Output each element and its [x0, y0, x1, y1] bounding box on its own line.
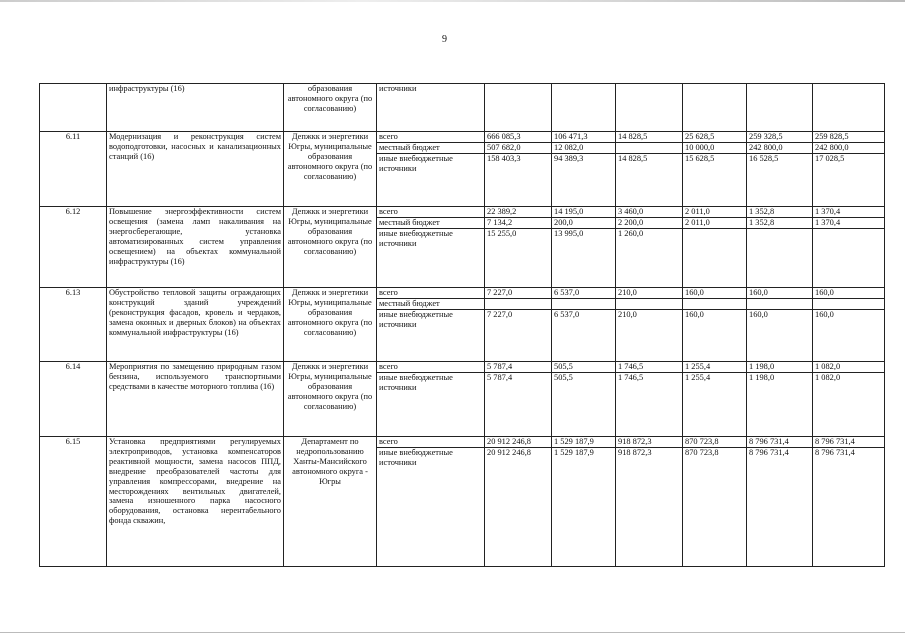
amount-value: 918 872,3: [616, 437, 682, 448]
amount-value: 6 537,0: [552, 288, 615, 299]
amount-cell: [552, 207, 616, 288]
amount-cell: [683, 207, 747, 288]
amount-value: 870 723,8: [683, 437, 746, 448]
row-number: 6.15: [40, 437, 107, 567]
responsible-party: Департамент по недропользованию Ханты-Мансийского автономного округа - Югры: [284, 437, 377, 567]
amount-cell: [813, 132, 885, 207]
amount-value: 1 746,5: [616, 362, 682, 373]
amount-value: 2 200,0: [616, 218, 682, 229]
measure-name: Установка предприятиями регулируемых электроприводов, установка компенсаторов реактивной мощности, замена насосов ППД, внедрение преобразователей частоты для управления компрессорами, внедрение на месторождениях вентильных двигателей, замена изношенного парка насосного оборудования, остановка нерентабельного фонда скважин,: [107, 437, 284, 567]
amount-value: 210,0: [616, 288, 682, 299]
amount-value: 20 912 246,8: [487, 447, 531, 457]
table-row: [40, 288, 885, 362]
amount-value: 7 134,2: [485, 218, 551, 229]
budget-table: [39, 83, 885, 567]
amount-value: 5 787,4: [487, 372, 513, 382]
amount-value: [683, 299, 746, 310]
funding-sources: [377, 437, 485, 567]
row-number: 6.14: [40, 362, 107, 437]
funding-source-label: иные внебюджетные источники: [379, 228, 453, 248]
funding-source-label: всего: [377, 288, 484, 299]
amount-value: [813, 299, 884, 310]
amount-value: 160,0: [813, 288, 884, 299]
amount-value: 1 082,0: [815, 372, 841, 382]
amount-value: [747, 229, 812, 239]
amount-value: 8 796 731,4: [813, 437, 884, 448]
amount-value: 160,0: [815, 309, 834, 319]
funding-source-label: местный бюджет: [377, 218, 484, 229]
amount-cell: [485, 84, 552, 132]
amount-value: 106 471,3: [552, 132, 615, 143]
amount-cell: [552, 132, 616, 207]
amount-value: 8 796 731,4: [815, 447, 855, 457]
amount-cell: [552, 437, 616, 567]
amount-value: 15 628,5: [685, 153, 715, 163]
amount-value: 918 872,3: [618, 447, 652, 457]
amount-value: 666 085,3: [485, 132, 551, 143]
funding-sources: [377, 84, 485, 132]
table-body: [40, 84, 885, 567]
amount-value: [616, 299, 682, 310]
funding-source-label: всего: [377, 207, 484, 218]
amount-value: 14 195,0: [552, 207, 615, 218]
funding-source-label: иные внебюджетные источники: [379, 372, 453, 392]
amount-cell: [552, 288, 616, 362]
amount-cell: [616, 288, 683, 362]
amount-cell: [813, 207, 885, 288]
amount-value: 1 198,0: [749, 372, 775, 382]
amount-cell: [747, 288, 813, 362]
amount-value: 1 529 187,9: [554, 447, 594, 457]
row-number: 6.11: [40, 132, 107, 207]
responsible-party: Депжкк и энергетики Югры, муниципальные образования автономного округа (по согласованию): [284, 362, 377, 437]
amount-value: 210,0: [618, 309, 637, 319]
funding-source-label: местный бюджет: [377, 143, 484, 154]
amount-value: 8 796 731,4: [747, 437, 812, 448]
amount-value: 7 227,0: [485, 288, 551, 299]
amount-value: 505,5: [552, 362, 615, 373]
amount-cell: [683, 84, 747, 132]
amount-value: 14 828,5: [618, 153, 648, 163]
amount-cell: [747, 437, 813, 567]
amount-value: 1 352,8: [747, 207, 812, 218]
page-number: 9: [442, 34, 447, 45]
amount-cell: [747, 207, 813, 288]
row-number: 6.12: [40, 207, 107, 288]
amount-cell: [683, 132, 747, 207]
amount-value: [813, 229, 884, 239]
amount-value: [747, 299, 812, 310]
amount-value: 25 628,5: [683, 132, 746, 143]
amount-value: 3 460,0: [616, 207, 682, 218]
amount-value: 1 370,4: [813, 207, 884, 218]
amount-value: 160,0: [747, 288, 812, 299]
amount-cell: [485, 288, 552, 362]
amount-cell: [813, 362, 885, 437]
amount-value: 160,0: [683, 288, 746, 299]
amount-value: 94 389,3: [554, 153, 584, 163]
amount-cell: [485, 207, 552, 288]
amount-cell: [616, 132, 683, 207]
funding-source-label: иные внебюджетные источники: [379, 447, 453, 467]
amount-value: 1 746,5: [618, 372, 644, 382]
amount-value: 259 828,5: [813, 132, 884, 143]
amount-value: 200,0: [552, 218, 615, 229]
funding-source-label: всего: [377, 132, 484, 143]
amount-value: 158 403,3: [487, 153, 521, 163]
amount-value: 5 787,4: [485, 362, 551, 373]
measure-name: Обустройство тепловой защиты ограждающих конструкций зданий учреждений (реконструкция фасадов, кровель и чердаков, замена оконных и дверных блоков) на объектах коммунальной инфраструктуры (16): [107, 288, 284, 362]
amount-value: 8 796 731,4: [749, 447, 789, 457]
amount-cell: [683, 362, 747, 437]
funding-source-label: иные внебюджетные источники: [379, 153, 453, 173]
amount-value: 14 828,5: [616, 132, 682, 143]
amount-value: 870 723,8: [685, 447, 719, 457]
amount-value: 1 529 187,9: [552, 437, 615, 448]
funding-source-label: местный бюджет: [377, 299, 484, 310]
amount-value: [616, 143, 682, 154]
amount-value: 10 000,0: [683, 143, 746, 154]
responsible-party: Депжкк и энергетики Югры, муниципальные образования автономного округа (по согласованию): [284, 207, 377, 288]
amount-cell: [485, 437, 552, 567]
amount-value: 1 260,0: [618, 228, 644, 238]
measure-name: Мероприятия по замещению природным газом бензина, используемого транспортными средствами в качестве моторного топлива (16): [107, 362, 284, 437]
amount-value: 1 352,8: [747, 218, 812, 229]
funding-sources: [377, 362, 485, 437]
amount-value: 16 528,5: [749, 153, 779, 163]
amount-cell: [747, 132, 813, 207]
amount-value: [552, 299, 615, 310]
measure-name: Повышение энергоэффективности систем освещения (замена ламп накаливания на энергосберегающие, установка автоматизированных систем управления освещением) на объектах коммунальной инфраструктуры (16): [107, 207, 284, 288]
funding-source-label: всего: [377, 437, 484, 448]
amount-value: 160,0: [749, 309, 768, 319]
amount-cell: [747, 84, 813, 132]
amount-cell: [747, 362, 813, 437]
amount-value: 22 389,2: [485, 207, 551, 218]
amount-value: [485, 299, 551, 310]
amount-value: 13 995,0: [554, 228, 584, 238]
funding-source-label: иные внебюджетные источники: [379, 309, 453, 329]
amount-value: 1 082,0: [813, 362, 884, 373]
responsible-party: образования автономного округа (по согласованию): [284, 84, 377, 132]
amount-cell: [616, 84, 683, 132]
amount-value: 2 011,0: [683, 207, 746, 218]
amount-cell: [485, 132, 552, 207]
amount-value: 1 198,0: [747, 362, 812, 373]
amount-value: 259 328,5: [747, 132, 812, 143]
amount-cell: [552, 362, 616, 437]
amount-value: 12 082,0: [552, 143, 615, 154]
amount-value: 15 255,0: [487, 228, 517, 238]
table-row: [40, 132, 885, 207]
amount-value: 505,5: [554, 372, 573, 382]
amount-value: 6 537,0: [554, 309, 580, 319]
amount-value: 160,0: [685, 309, 704, 319]
row-number: [40, 84, 107, 132]
amount-value: 20 912 246,8: [485, 437, 551, 448]
amount-value: 1 370,4: [813, 218, 884, 229]
row-number: 6.13: [40, 288, 107, 362]
amount-value: 17 028,5: [815, 153, 845, 163]
scan-edge-top: [0, 0, 905, 2]
amount-value: 1 255,4: [685, 372, 711, 382]
amount-cell: [683, 288, 747, 362]
amount-cell: [813, 437, 885, 567]
funding-sources: [377, 207, 485, 288]
table-row: [40, 207, 885, 288]
amount-value: [683, 229, 746, 239]
table-row: [40, 437, 885, 567]
table-row: [40, 362, 885, 437]
amount-cell: [552, 84, 616, 132]
scan-edge-bottom: [0, 632, 905, 633]
amount-cell: [813, 84, 885, 132]
funding-source-label: всего: [377, 362, 484, 373]
responsible-party: Депжкк и энергетики Югры, муниципальные образования автономного округа (по согласованию): [284, 288, 377, 362]
amount-cell: [485, 362, 552, 437]
amount-cell: [616, 437, 683, 567]
funding-sources: [377, 288, 485, 362]
funding-source-label: источники: [379, 84, 417, 93]
amount-value: 507 682,0: [485, 143, 551, 154]
measure-name: Модернизация и реконструкция систем водоподготовки, насосных и канализационных станций (16): [107, 132, 284, 207]
amount-cell: [813, 288, 885, 362]
amount-value: 2 011,0: [683, 218, 746, 229]
funding-sources: [377, 132, 485, 207]
amount-value: 1 255,4: [683, 362, 746, 373]
measure-name: инфраструктуры (16): [107, 84, 284, 132]
amount-cell: [616, 207, 683, 288]
amount-value: 242 800,0: [813, 143, 884, 154]
amount-cell: [616, 362, 683, 437]
table-row: [40, 84, 885, 132]
amount-value: 7 227,0: [487, 309, 513, 319]
responsible-party: Депжкк и энергетики Югры, муниципальные образования автономного округа (по согласованию): [284, 132, 377, 207]
amount-cell: [683, 437, 747, 567]
amount-value: 242 800,0: [747, 143, 812, 154]
